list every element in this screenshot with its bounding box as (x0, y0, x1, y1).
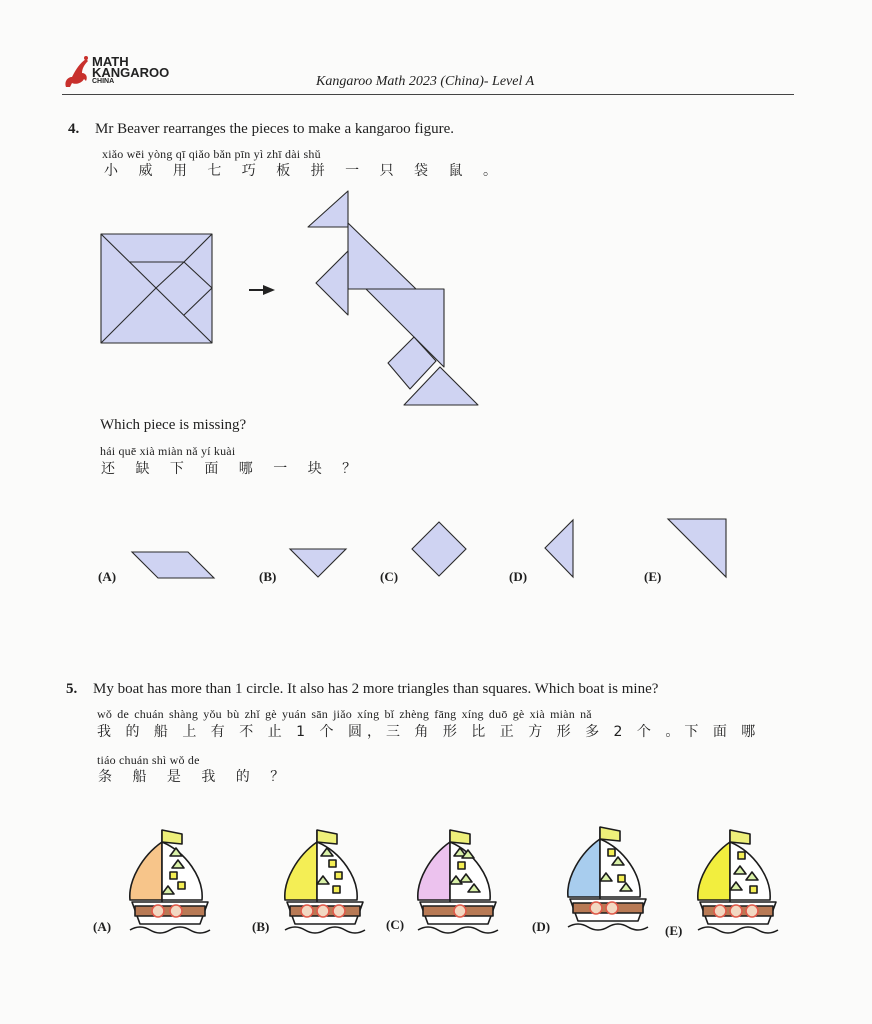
option-4c-square[interactable] (410, 520, 468, 578)
option-5a-label[interactable]: (A) (93, 919, 112, 934)
option-5d-boat[interactable] (558, 823, 658, 935)
option-4b-triangle[interactable] (288, 547, 348, 579)
question-5-hanzi-line1: 我 的 船 上 有 不 止 1 个 圆，三 角 形 比 正 方 形 多 2 个 。下 面 哪 (97, 724, 761, 740)
option-4c-label[interactable]: (C) (380, 569, 399, 584)
option-4d-label[interactable]: (D) (509, 569, 528, 584)
option-5e-label[interactable]: (E) (665, 923, 683, 938)
option-4e-label[interactable]: (E) (644, 569, 662, 584)
question-4-prompt-pinyin: hái quē xià miàn nǎ yí kuài (100, 444, 236, 458)
question-4-prompt: Which piece is missing? (100, 417, 247, 433)
option-5e-boat[interactable] (688, 826, 788, 938)
option-4b-label[interactable]: (B) (259, 569, 277, 584)
header-title: Kangaroo Math 2023 (China)- Level A (316, 74, 535, 89)
question-4-pinyin: xiǎo wēi yòng qī qiǎo bǎn pīn yì zhī dài shǔ (102, 147, 321, 161)
option-5c-boat[interactable] (408, 826, 508, 938)
tangram-square (100, 233, 214, 345)
option-5b-label[interactable]: (B) (252, 919, 270, 934)
question-5-text: My boat has more than 1 circle. It also has 2 more triangles than squares. Which boat is mine? (93, 681, 659, 697)
header-rule (62, 94, 794, 95)
question-5-pinyin-line2: tiáo chuán shì wǒ de (97, 753, 200, 767)
question-4-hanzi: 小 威 用 七 巧 板 拼 一 只 袋 鼠 。 (104, 163, 505, 179)
option-5c-label[interactable]: (C) (386, 917, 405, 932)
option-4d-triangle[interactable] (542, 518, 576, 580)
option-4e-triangle[interactable] (666, 517, 730, 581)
kangaroo-logo-icon (62, 55, 92, 94)
question-5-pinyin-line1: wǒ de chuán shàng yǒu bù zhǐ gè yuán sān jiǎo xíng bǐ zhèng fāng xíng duō gè xià miàn nǎ (97, 707, 592, 721)
question-5-number: 5. (66, 681, 78, 697)
logo-china: CHINA (92, 78, 115, 85)
kangaroo-tangram-figure (300, 185, 490, 410)
question-4-text: Mr Beaver rearranges the pieces to make a kangaroo figure. (95, 121, 454, 137)
option-5d-label[interactable]: (D) (532, 919, 551, 934)
question-4-prompt-hanzi: 还 缺 下 面 哪 一 块 ？ (101, 461, 365, 477)
option-4a-parallelogram[interactable] (130, 550, 216, 580)
option-4a-label[interactable]: (A) (98, 569, 117, 584)
arrow-right-icon (247, 283, 277, 297)
logo-kangaroo: KANGAROO (92, 65, 170, 80)
option-5b-boat[interactable] (275, 826, 375, 938)
option-5a-boat[interactable] (120, 826, 220, 938)
question-4-number: 4. (68, 121, 80, 137)
logo-math: MATH (92, 54, 129, 69)
question-5-hanzi-line2: 条 船 是 我 的 ？ (98, 769, 293, 785)
